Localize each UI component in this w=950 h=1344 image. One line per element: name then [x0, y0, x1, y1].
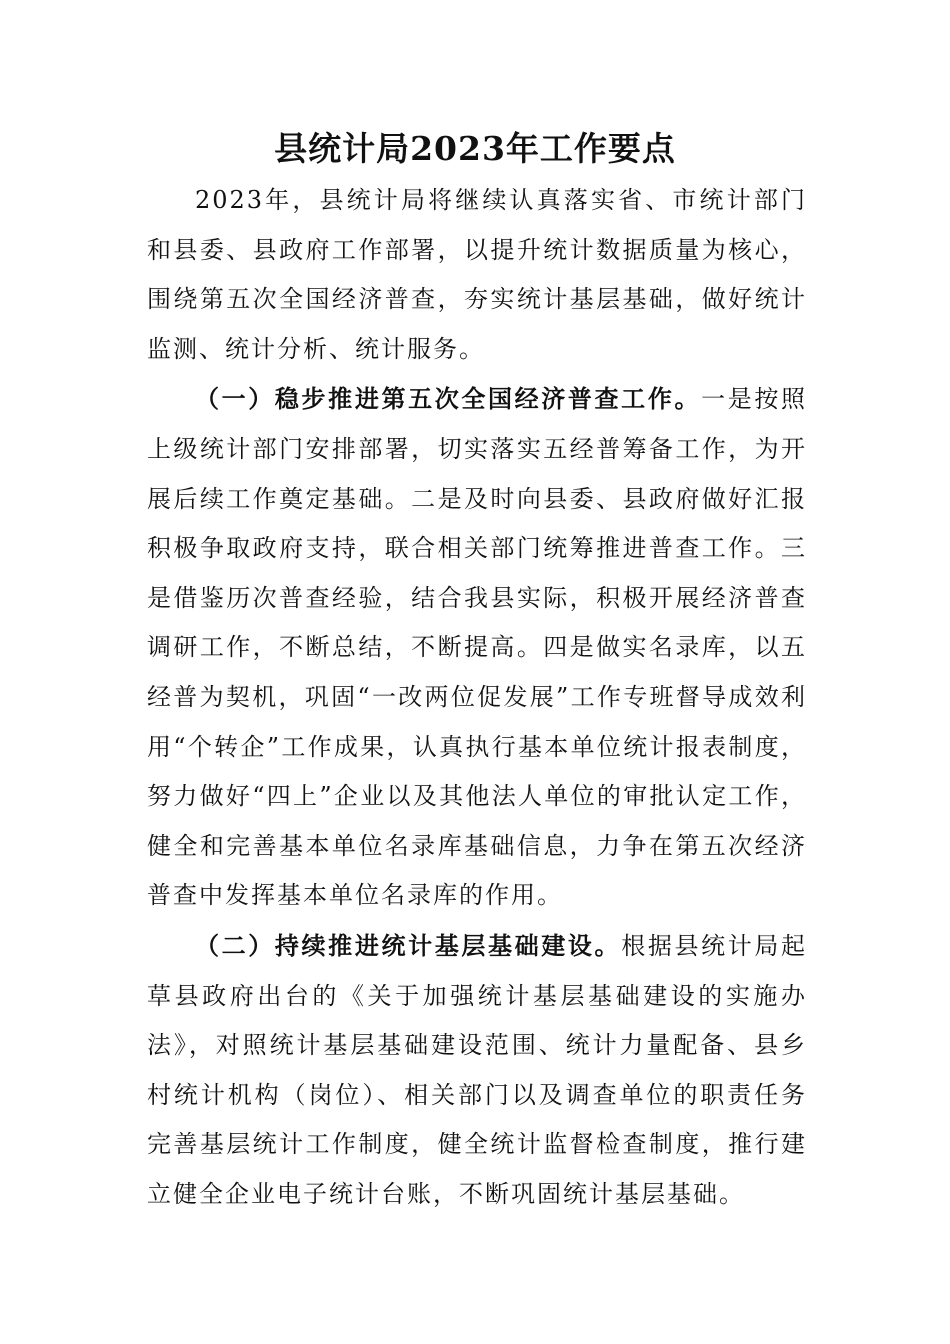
document-title: 县统计局2023年工作要点	[274, 129, 676, 168]
section-two-heading: （二）持续推进统计基层基础建设。	[195, 930, 622, 960]
section-two-paragraph	[147, 921, 807, 1220]
section-one-heading: （一）稳步推进第五次全国经济普查工作。	[195, 384, 702, 414]
section-one-paragraph	[147, 374, 807, 921]
paragraph-text: 一是按照上级统计部门安排部署，切实落实五经普筹备工作，为开展后续工作奠定基础。二是及时向县委、县政府做好汇报积极争取政府支持，联合相关部门统筹推进普查工作。三是借鉴历次普查经验，结合我县实际，积极开展经济普查调研工作，不断总结，不断提高。四是做实名录库，以五经普为契机，巩固“一改两位促发展”工作专班督导成效利用“个转企”工作成果，认真执行基本单位统计报表制度，努力做好“四上”企业以及其他法人单位的审批认定工作，健全和完善基本单位名录库基础信息，力争在第五次经济普查中发挥基本单位名录库的作用。	[147, 385, 808, 910]
paragraph-text: 根据县统计局起草县政府出台的《关于加强统计基层基础建设的实施办法》，对照统计基层基础建设范围、统计力量配备、县乡村统计机构（岗位）、相关部门以及调查单位的职责任务完善基层统计工作制度，健全统计监督检查制度，推行建立健全企业电子统计台账，不断巩固统计基层基础。	[147, 931, 808, 1208]
intro-paragraph	[147, 176, 807, 374]
paragraph-text: 2023年，县统计局将继续认真落实省、市统计部门和县委、县政府工作部署，以提升统计数据质量为核心，围绕第五次全国经济普查，夯实统计基层基础，做好统计监测、统计分析、统计服务。	[147, 186, 807, 363]
document-body	[147, 176, 807, 1219]
